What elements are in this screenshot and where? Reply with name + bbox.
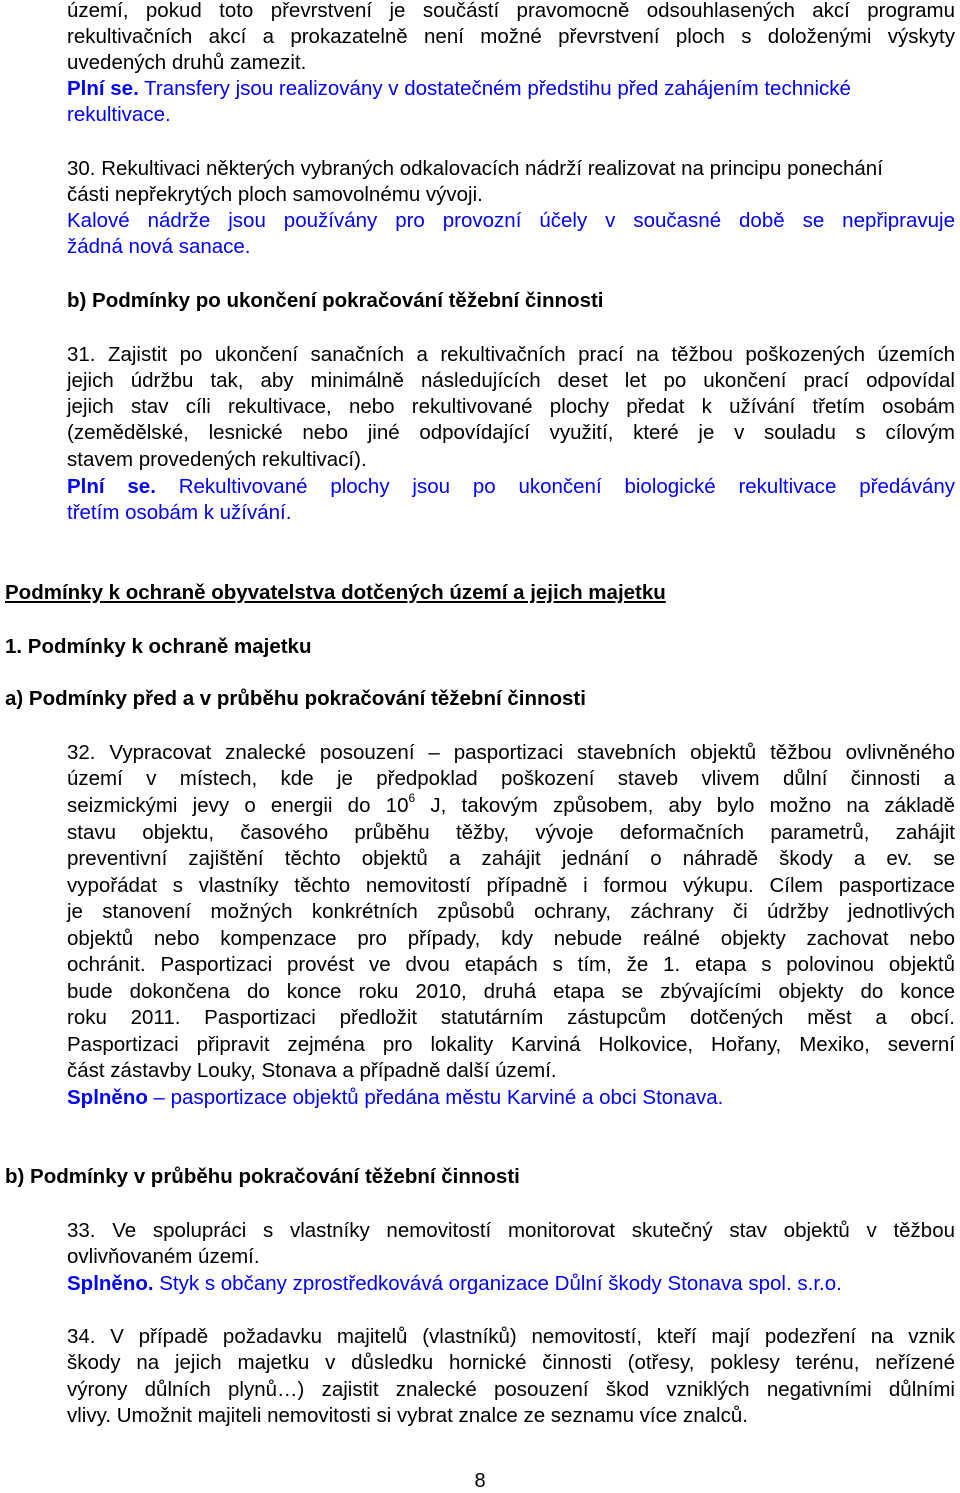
condition-31-line-5: stavem provedených rekultivací).: [67, 448, 367, 471]
condition-31-line-1: [67, 342, 955, 369]
condition-32-line-12: Pasportizaci připravit zejména pro lokality Karviná Holkovice, Hořany, Mexiko, severní: [67, 1033, 955, 1056]
condition-32-line-10: bude dokončena do konce roku 2010, druhá etapa se zbývajícími objekty do konce: [67, 980, 955, 1003]
condition-32-line-2: území v místech, kde je předpoklad poškození staveb vlivem důlní činnosti a: [67, 767, 955, 790]
condition-32-line-1: 32. Vypracovat znalecké posouzení – pasportizaci stavebních objektů těžbou ovlivněného: [67, 741, 955, 764]
condition-32-line-7: je stanovení možných konkrétních způsobů ochrany, záchrany či údržby jednotlivých: [67, 900, 955, 923]
condition-31-response-1: [67, 474, 955, 501]
condition-33-line-1: 33. Ve spolupráci s vlastníky nemovitostí monitorovat skutečný stav objektů v těžbou: [67, 1219, 955, 1242]
heading-b-during-mining: b) Podmínky v průběhu pokračování těžební činnosti: [5, 1165, 520, 1188]
status-text: – pasportizace objektů předána městu Karviné a obci Stonava.: [147, 1086, 724, 1109]
condition-33-line-2: ovlivňovaném území.: [67, 1245, 260, 1268]
condition-30-response-2: žádná nová sanace.: [67, 235, 251, 258]
status-label: Splněno: [67, 1086, 148, 1109]
condition-32-line-6: vypořádat s vlastníky těchto nemovitostí případně i formou výkupu. Cílem pasportizace: [67, 874, 955, 897]
text-part: seizmickými jevy o energii do 10: [67, 794, 409, 817]
condition-33-status: [67, 1271, 955, 1298]
condition-32-line-11: roku 2011. Pasportizaci předložit statutárním zástupcům dotčených měst a obcí.: [67, 1006, 955, 1029]
condition-34-line-2: škody na jejich majetku v důsledku hornické činnosti (otřesy, poklesy terénu, neřízené: [67, 1351, 955, 1374]
section-title: Podmínky k ochraně obyvatelstva dotčených území a jejich majetku: [5, 581, 666, 604]
condition-32-line-5: preventivní zajištění těchto objektů a zahájit jednání o náhradě škody a ev. se: [67, 847, 955, 870]
condition-30-line-1: 30. Rekultivaci některých vybraných odkalovacích nádrží realizovat na principu ponechání: [67, 157, 883, 180]
status-text: Rekultivované plochy jsou po ukončení biologické rekultivace předávány: [155, 475, 955, 498]
text-part: J, takovým způsobem, aby bylo možno na základě: [415, 794, 955, 817]
status-text: Styk s občany zprostředkovává organizace Důlní škody Stonava spol. s.r.o.: [153, 1272, 842, 1295]
prev-status-line-2: rekultivace.: [67, 103, 171, 126]
condition-31-line-3: jejich stav cíli rekultivace, nebo rekultivované plochy předat k užívání třetím osobám: [67, 395, 955, 418]
condition-32-line-3: [67, 793, 955, 820]
status-label: Plní se.: [67, 475, 156, 498]
condition-32-line-9: ochránit. Pasportizaci provést ve dvou etapách s tím, že 1. etapa s polovinou objektů: [67, 953, 955, 976]
condition-34-line-1: 34. V případě požadavku majitelů (vlastníků) nemovitostí, kteří mají podezření na vznik: [67, 1325, 955, 1348]
condition-31-text: Zajistit po ukončení sanačních a rekultivačních prací na těžbou poškozených územích: [95, 343, 955, 366]
condition-30-response-1: Kalové nádrže jsou používány pro provozní účely v současné době se nepřipravuje: [67, 209, 955, 232]
prev-line-2: rekultivačních akcí a prokazatelně není možné převrstvení ploch s doloženými výskyty: [67, 25, 955, 48]
status-label: Plní se.: [67, 77, 139, 100]
condition-31-response-2: třetím osobám k užívání.: [67, 501, 292, 524]
status-text: Transfery jsou realizovány v dostatečném předstihu před zahájením technické: [138, 77, 851, 100]
prev-status: [67, 76, 955, 103]
page-number: 8: [474, 1470, 486, 1492]
condition-32-line-13: část zástavby Louky, Stonava a případně další území.: [67, 1059, 557, 1082]
condition-32-line-8: objektů nebo kompenzace pro případy, kdy nebude reálné objekty zachovat nebo: [67, 927, 955, 950]
condition-32-status: [67, 1085, 955, 1112]
heading-a-before-mining: a) Podmínky před a v průběhu pokračování těžební činnosti: [5, 687, 586, 710]
condition-34-line-4: vlivy. Umožnit majiteli nemovitosti si vybrat znalce ze seznamu více znalců.: [67, 1404, 748, 1427]
condition-34-line-3: výrony důlních plynů…) zajistit znalecké posouzení škod vzniklých negativními důlními: [67, 1378, 955, 1401]
prev-line-3: uvedených druhů zamezit.: [67, 51, 307, 74]
subsection-title: 1. Podmínky k ochraně majetku: [5, 635, 312, 658]
status-label: Splněno.: [67, 1272, 154, 1295]
superscript: 6: [408, 791, 416, 806]
condition-number: 31.: [67, 343, 96, 366]
prev-line-1: území, pokud toto převrstvení je součástí pravomocně odsouhlasených akcí programu: [67, 0, 955, 22]
heading-b-after-mining: b) Podmínky po ukončení pokračování těžební činnosti: [67, 289, 604, 312]
condition-31-line-4: (zemědělské, lesnické nebo jiné odpovídající využití, které je v souladu s cílovým: [67, 421, 955, 444]
condition-32-line-4: stavu objektu, časového průběhu těžby, vývoje deformačních parametrů, zahájit: [67, 821, 955, 844]
condition-31-line-2: jejich údržbu tak, aby minimálně následujících deset let po ukončení prací odpovídal: [67, 369, 955, 392]
condition-30-line-2: části nepřekrytých ploch samovolnému vývoji.: [67, 183, 483, 206]
